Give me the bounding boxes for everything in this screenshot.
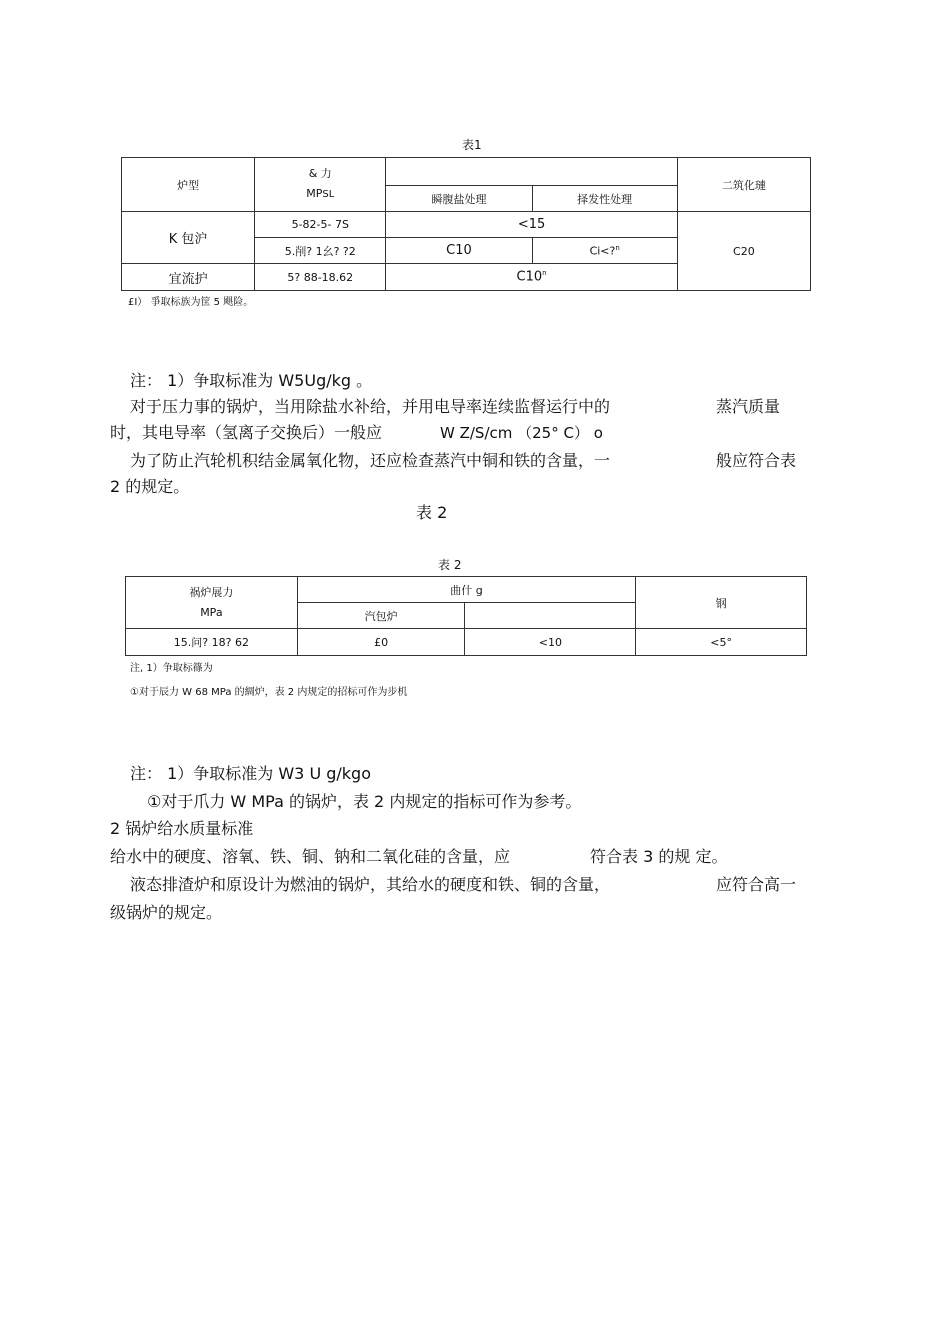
para1-line3b: 般应符合表 <box>716 451 797 470</box>
row-drum-label: K 包沪 <box>122 212 255 264</box>
row-once-label: 宜流护 <box>122 264 255 291</box>
row3-pressure: 5? 88-18.62 <box>255 264 386 291</box>
para2-line1: ①对于爪力 W MPa 的锅炉，表 2 内规定的指标可作为参考。 <box>147 792 582 811</box>
t2-header-iron: 曲什 g <box>297 577 635 603</box>
row2-value-b <box>532 238 677 264</box>
header-sodium-group <box>386 158 677 186</box>
header-pressure-line1: & 力 <box>308 167 332 180</box>
table2-caption: 表 2 <box>438 558 462 572</box>
para2-line2b: 符合表 3 的规 定。 <box>590 847 728 866</box>
t2-row-v1: £0 <box>297 629 465 656</box>
para1-line2b: W Z/S/cm （25° C） o <box>440 424 603 442</box>
silica-value: C20 <box>677 212 810 291</box>
note-1: 注： 1）争取标准为 W5Ug/kg 。 <box>130 371 373 390</box>
row1-pressure: 5-82-5- 7S <box>255 212 386 238</box>
table2-note1: 注, 1）争取标篠为 <box>130 663 213 674</box>
t2-row-pressure: 15.问? 18? 62 <box>126 629 298 656</box>
table1-caption: 表1 <box>462 138 482 152</box>
t2-header-drum: 汽包炉 <box>297 603 465 629</box>
para2-line3b: 应符合高一 <box>716 875 797 894</box>
t2-row-v2: <10 <box>465 629 636 656</box>
row2-pressure: 5.削? 1幺? ?2 <box>255 238 386 264</box>
t2-header-copper: 钢 <box>636 577 807 629</box>
para1-line1b: 蒸汽质量 <box>716 397 781 416</box>
header-pressure <box>255 158 386 212</box>
section-heading: 2 锅炉给水质量标准 <box>110 819 254 838</box>
para1-line3a: 为了防止汽轮机积结金属氧化物，还应检查蒸汽中铜和铁的含量，一 <box>130 451 611 470</box>
t2-header-pressure-line1: 祸炉展力 <box>189 585 234 599</box>
row3-value-text: C10 <box>516 269 543 285</box>
row2-value-a: C10 <box>386 238 532 264</box>
table2-heading: 表 2 <box>416 503 448 522</box>
row3-value <box>386 264 677 291</box>
row2-value-b-sup: n <box>615 243 620 252</box>
para1-line2a: 时，其电导率（氢离子交换后）一般应 <box>110 423 383 442</box>
t2-row-v3: <5° <box>636 629 807 656</box>
para1-line4: 2 的规定。 <box>110 477 190 496</box>
header-silica: 二筑化璉 <box>677 158 810 212</box>
header-sub-a: 瞬腹盐处理 <box>386 186 532 212</box>
t2-header-empty <box>465 603 636 629</box>
header-pressure-line2 <box>255 184 385 205</box>
table2-note2: ①对于辰力 W 68 MPa 的綢炉，表 2 内规定的招标可作为步机 <box>130 687 408 698</box>
para1-line1a: 对于压力事的锅炉，当用除盐水补给，并用电导率连续监督运行中的 <box>130 397 611 416</box>
header-boiler-type: 炉型 <box>122 158 255 212</box>
para2-line4: 级锅炉的规定。 <box>110 903 223 922</box>
t2-header-pressure <box>126 577 298 629</box>
note-2: 注： 1）争取标准为 W3 U g/kgo <box>130 764 371 783</box>
t2-header-pressure-line2: MPa <box>200 605 223 619</box>
row3-value-sup: n <box>542 269 547 278</box>
para2-line2a: 给水中的硬度、溶氧、铁、铜、钠和二氧化硅的含量，应 <box>110 847 511 866</box>
table2 <box>125 576 807 656</box>
table1-footnote: £I） 爭取标族为筐 5 飓险。 <box>128 297 254 308</box>
table1 <box>121 157 811 291</box>
header-sub-b: 择发性处理 <box>532 186 677 212</box>
header-pressure-unit: MP <box>306 187 323 200</box>
header-pressure-unit-sub: SL <box>322 189 335 200</box>
row2-value-b-text: Ci<? <box>589 244 616 258</box>
row1-value: <15 <box>386 212 677 238</box>
para2-line3a: 液态排渣炉和原设计为燃油的锅炉，其给水的硬度和铁、铜的含量， <box>130 875 611 894</box>
